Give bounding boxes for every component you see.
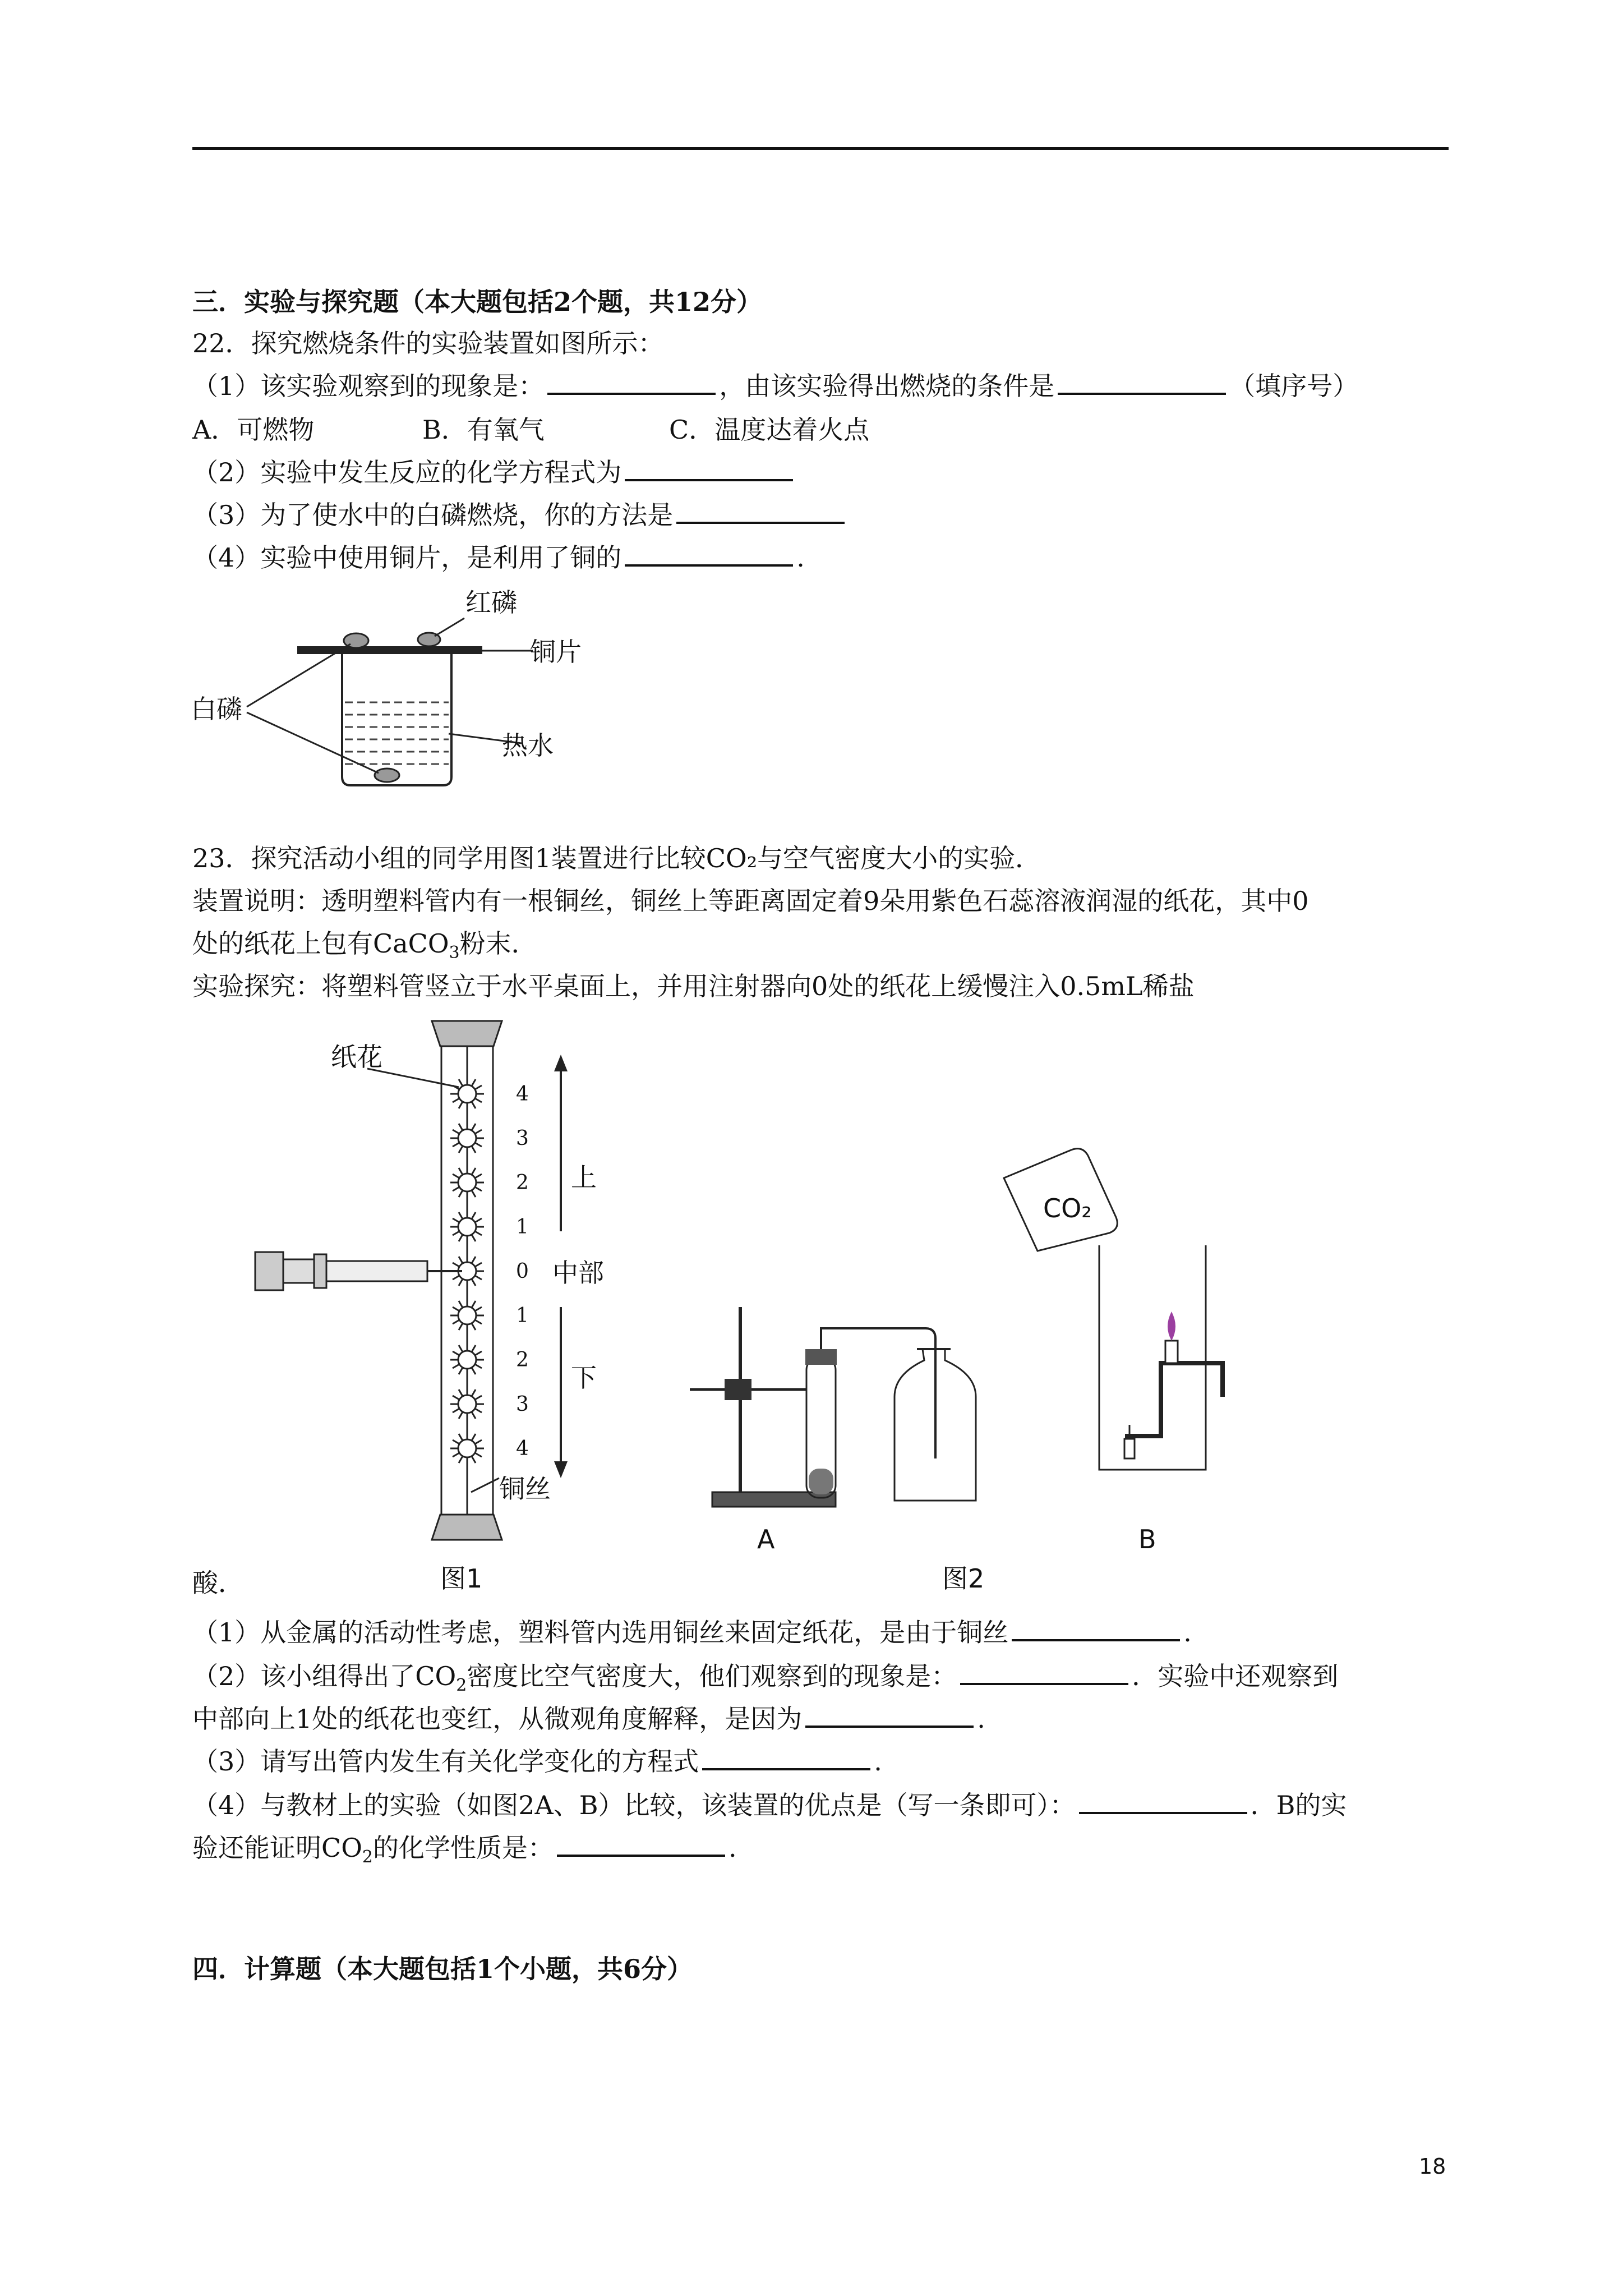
tube-bottom-cap bbox=[432, 1515, 502, 1540]
flower-number: 3 bbox=[516, 1127, 529, 1150]
answer-blank[interactable] bbox=[960, 1660, 1128, 1685]
answer-blank[interactable] bbox=[1079, 1789, 1247, 1814]
q23-desc2: 处的纸花上包有CaCO$_3$粉末． bbox=[192, 928, 537, 963]
answer-blank[interactable] bbox=[1058, 370, 1226, 395]
figure-1-caption: 图1 bbox=[440, 1563, 483, 1594]
option-a: A．可燃物 bbox=[192, 415, 315, 445]
q23-exp1: 实验探究：将塑料管竖立于水平桌面上，并用注射器向0处的纸花上缓慢注入0.5mL稀盐 bbox=[192, 971, 1195, 1001]
flower-number: 4 bbox=[516, 1437, 529, 1460]
q23-part3: （3）请写出管内发生有关化学变化的方程式 . bbox=[192, 1746, 882, 1777]
figure-1 bbox=[247, 1010, 651, 1604]
q23-part2-cont: 中部向上1处的纸花也变红，从微观角度解释，是因为 . bbox=[192, 1704, 985, 1734]
option-c: C．温度达着火点 bbox=[669, 415, 870, 445]
header-rule bbox=[192, 147, 1449, 150]
section3-title: 三．实验与探究题（本大题包括2个题，共12分） bbox=[192, 287, 763, 317]
q22-part4: （4）实验中使用铜片，是利用了铜的 . bbox=[192, 542, 805, 573]
answer-blank[interactable] bbox=[557, 1832, 725, 1857]
label-a: A bbox=[757, 1524, 775, 1554]
flower-number: 2 bbox=[516, 1171, 529, 1194]
figure-2 bbox=[679, 1133, 1284, 1604]
paper-flower bbox=[450, 1121, 484, 1155]
paper-flower bbox=[450, 1387, 484, 1421]
option-b: B．有氧气 bbox=[422, 415, 545, 445]
tube-top-cap bbox=[432, 1021, 502, 1046]
answer-blank[interactable] bbox=[805, 1703, 974, 1728]
stand-base bbox=[712, 1492, 836, 1507]
clamp bbox=[725, 1379, 751, 1400]
syringe-barrel bbox=[326, 1261, 427, 1281]
label-down: 下 bbox=[571, 1363, 597, 1393]
candle-high bbox=[1165, 1341, 1178, 1363]
tube-solid bbox=[809, 1469, 833, 1494]
candle-low bbox=[1124, 1439, 1135, 1458]
flower-number: 4 bbox=[516, 1083, 529, 1106]
label-co2: CO₂ bbox=[1043, 1193, 1092, 1223]
paper-flower bbox=[450, 1343, 484, 1377]
label-copper-wire: 铜丝 bbox=[499, 1474, 551, 1504]
flower-number: 3 bbox=[516, 1393, 529, 1416]
copper-plate bbox=[297, 646, 482, 654]
answer-blank[interactable] bbox=[625, 457, 793, 481]
stairs bbox=[1127, 1363, 1223, 1458]
label-b: B bbox=[1138, 1524, 1156, 1554]
paper-flower bbox=[450, 1210, 484, 1244]
label-up: 上 bbox=[571, 1162, 597, 1193]
paper-flower bbox=[450, 1166, 484, 1199]
q23-part1: （1）从金属的活动性考虑，塑料管内选用铜丝来固定纸花，是由于铜丝 . bbox=[192, 1617, 1192, 1648]
delivery-tube bbox=[821, 1328, 935, 1458]
hot-water bbox=[345, 702, 449, 764]
q23-exp2: 酸． bbox=[192, 1568, 244, 1598]
q22-options bbox=[192, 413, 869, 447]
q23-part4-cont: 验还能证明$CO_2$的化学性质是： . bbox=[192, 1833, 737, 1867]
flower-number: 1 bbox=[516, 1216, 529, 1239]
section4-title: 四．计算题（本大题包括1个小题，共6分） bbox=[192, 1954, 693, 1984]
flower-number: 0 bbox=[516, 1260, 529, 1283]
syringe-plunger-end bbox=[255, 1252, 283, 1290]
page-number: 18 bbox=[1419, 2154, 1446, 2179]
white-phosphorus-in-water bbox=[375, 769, 399, 782]
label-white-phosphorus: 白磷 bbox=[191, 694, 242, 724]
flower-numbers bbox=[516, 1083, 529, 1460]
candle-flame bbox=[1168, 1312, 1175, 1341]
paper-flower bbox=[450, 1077, 484, 1111]
q23-stem: 23．探究活动小组的同学用图1装置进行比较CO₂与空气密度大小的实验． bbox=[192, 843, 1041, 873]
answer-blank[interactable] bbox=[1012, 1617, 1180, 1641]
paper-flower bbox=[450, 1299, 484, 1332]
q22-part3: （3）为了使水中的白磷燃烧，你的方法是 bbox=[192, 498, 848, 532]
q22-stem: 22．探究燃烧条件的实验装置如图所示： bbox=[192, 328, 664, 358]
label-middle: 中部 bbox=[552, 1258, 604, 1288]
flower-number: 2 bbox=[516, 1349, 529, 1372]
paper-flower bbox=[450, 1432, 484, 1465]
combustion-figure bbox=[185, 578, 634, 808]
flower-number: 1 bbox=[516, 1304, 529, 1327]
label-red-phosphorus: 红磷 bbox=[465, 587, 517, 618]
beaker bbox=[342, 654, 451, 785]
answer-blank[interactable] bbox=[676, 499, 845, 524]
answer-blank[interactable] bbox=[625, 542, 793, 567]
label-hot-water: 热水 bbox=[502, 730, 554, 761]
q23-desc1: 装置说明：透明塑料管内有一根铜丝，铜丝上等距离固定着9朵用紫色石蕊溶液润湿的纸花，其中0 bbox=[192, 886, 1309, 916]
tube-stopper bbox=[805, 1349, 837, 1365]
label-paper-flower: 纸花 bbox=[331, 1042, 382, 1072]
answer-blank[interactable] bbox=[547, 370, 716, 395]
q23-part2: （2）该小组得出了$CO_2$密度比空气密度大，他们观察到的现象是： ．实验中还观察到 bbox=[192, 1661, 1339, 1696]
q22-part1: （1）该实验观察到的现象是： ，由该实验得出燃烧的条件是 （填序号） bbox=[192, 371, 1359, 401]
figure-2-caption: 图2 bbox=[942, 1563, 985, 1594]
answer-blank[interactable] bbox=[702, 1746, 870, 1770]
q23-part4: （4）与教材上的实验（如图2A、B）比较，该装置的优点是（写一条即可）： ．B的实 bbox=[192, 1790, 1347, 1820]
label-copper-plate: 铜片 bbox=[530, 637, 582, 667]
q22-part2: （2）实验中发生反应的化学方程式为 bbox=[192, 455, 796, 489]
